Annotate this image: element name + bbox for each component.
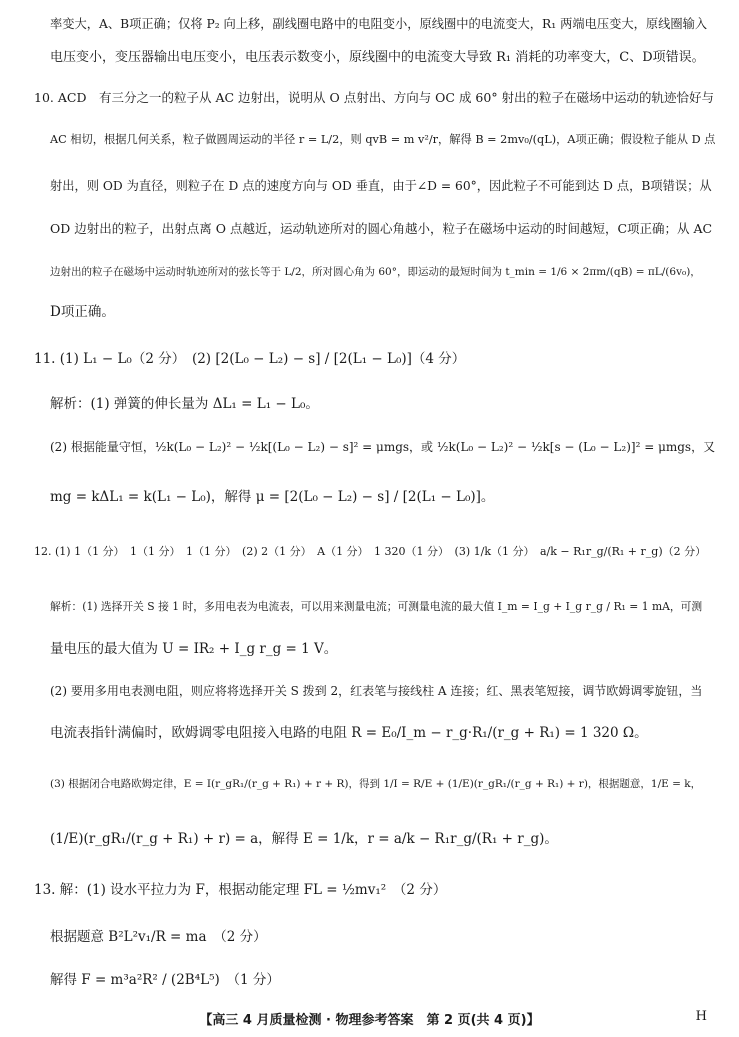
question-13-line: 13. 解：(1) 设水平拉力为 F，根据动能定理 FL = ½mv₁² （2 分） — [34, 882, 447, 898]
text-line: D项正确。 — [50, 304, 115, 320]
text-line: (3) 根据闭合电路欧姆定律，E = I(r_gR₁/(r_g + R₁) + r + R)，得到 1/I = R/E + (1/E)(r_gR₁/(r_g + R₁) + r)，根据题意，1/E = k， — [50, 778, 702, 790]
question-12-line: 12. (1) 1（1 分） 1（1 分） 1（1 分） (2) 2（1 分） A（1 分） 1 320（1 分） (3) 1/k（1 分） a/k − R₁r_g/(R₁ + r_g)（2 分） — [34, 545, 707, 558]
text-line: (2) 要用多用电表测电阻，则应将将选择开关 S 拨到 2，红表笔与接线柱 A 连接；红、黑表笔短接，调节欧姆调零旋钮，当 — [50, 684, 703, 698]
question-10-line: 10. ACD 有三分之一的粒子从 AC 边射出，说明从 O 点射出、方向与 OC 成 60° 射出的粒子在磁场中运动的轨迹恰好与 — [34, 90, 715, 105]
text-line: 解析：(1) 选择开关 S 接 1 时，多用电表为电流表，可以用来测量电流；可测量电流的最大值 I_m = I_g + I_g r_g / R₁ = 1 mA，可测 — [50, 600, 703, 613]
text-line: mg = kΔL₁ = k(L₁ − L₀)，解得 μ = [2(L₀ − L₂) − s] / [2(L₁ − L₀)]。 — [50, 489, 495, 505]
text-line: 根据题意 B²L²v₁/R = ma （2 分） — [50, 929, 267, 945]
text-line: OD 边射出的粒子，出射点离 O 点越近，运动轨迹所对的圆心角越小，粒子在磁场中运动的时间越短，C项正确；从 AC — [50, 221, 713, 236]
text-line: AC 相切，根据几何关系，粒子做圆周运动的半径 r = L/2，则 qvB = m v²/r，解得 B = 2mv₀/(qL)，A项正确；假设粒子能从 D 点 — [50, 133, 716, 146]
text-line: (1/E)(r_gR₁/(r_g + R₁) + r) = a，解得 E = 1/k，r = a/k − R₁r_g/(R₁ + r_g)。 — [50, 831, 558, 847]
text-line: 电流表指针满偏时，欧姆调零电阻接入电路的电阻 R = E₀/I_m − r_g·R₁/(r_g + R₁) = 1 320 Ω。 — [50, 725, 648, 741]
text-line: 解得 F = m³a²R² / (2B⁴L⁵) （1 分） — [50, 972, 280, 988]
question-11-line: 11. (1) L₁ − L₀（2 分） (2) [2(L₀ − L₂) − s] / [2(L₁ − L₀)]（4 分） — [34, 351, 466, 367]
text-line: 率变大，A、B项正确；仅将 P₂ 向上移，副线圈电路中的电阻变小，原线圈中的电流变大，R₁ 两端电压变大，原线圈输入 — [50, 17, 708, 31]
page-footer: 【高三 4 月质量检测 · 物理参考答案 第 2 页(共 4 页)】 — [199, 1013, 540, 1028]
text-line: 解析：(1) 弹簧的伸长量为 ΔL₁ = L₁ − L₀。 — [50, 396, 319, 412]
page-letter: H — [695, 1009, 707, 1024]
text-line: 电压变小，变压器输出电压变小，电压表示数变小，原线圈中的电流变大导致 R₁ 消耗的功率变大，C、D项错误。 — [50, 50, 705, 65]
text-line: 量电压的最大值为 U = IR₂ + I_g r_g = 1 V。 — [50, 641, 338, 657]
text-line: 边射出的粒子在磁场中运动时轨迹所对的弦长等于 L/2，所对圆心角为 60°，即运动的最短时间为 t_min = 1/6 × 2πm/(qB) = πL/(6v₀)， — [50, 266, 701, 278]
text-line: 射出，则 OD 为直径，则粒子在 D 点的速度方向与 OD 垂直，由于∠D = 60°，因此粒子不可能到达 D 点，B项错误；从 — [50, 179, 712, 193]
text-line: (2) 根据能量守恒，½k(L₀ − L₂)² − ½k[(L₀ − L₂) − s]² = μmgs，或 ½k(L₀ − L₂)² − ½k[s − (L₀ − L₂)]² = μmgs，又 — [50, 440, 716, 454]
